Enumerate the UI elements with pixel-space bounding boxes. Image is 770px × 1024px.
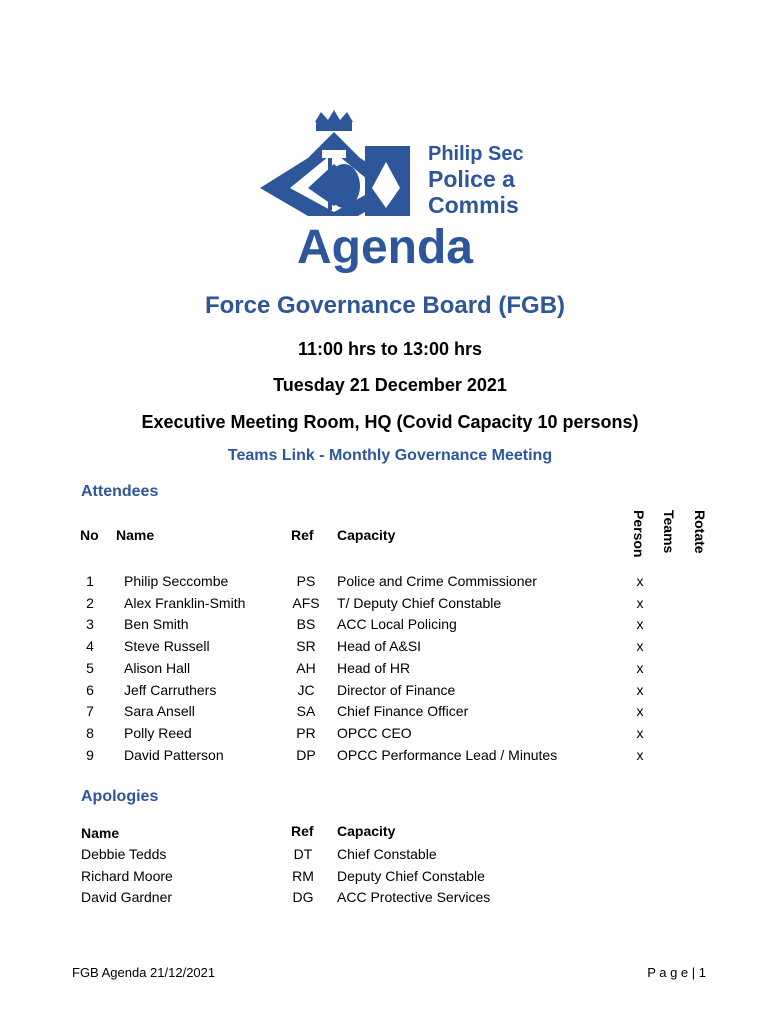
attendee-capacity: OPCC Performance Lead / Minutes (337, 746, 558, 763)
attendee-capacity: ACC Local Policing (337, 616, 457, 633)
teams-link[interactable]: Teams Link - Monthly Governance Meeting (227, 447, 553, 464)
attendee-capacity: T/ Deputy Chief Constable (337, 594, 502, 611)
footer-page-number: P a g e | 1 (647, 965, 706, 980)
attendee-in-person: x (636, 724, 644, 741)
logo-line-3: Commis (428, 192, 519, 218)
apologies-col-capacity: Capacity (337, 823, 396, 839)
attendee-name: Jeff Carruthers (124, 681, 217, 698)
apology-capacity: Chief Constable (337, 846, 437, 862)
attendees-heading: Attendees (81, 483, 159, 500)
apology-name: David Gardner (81, 889, 173, 905)
attendee-capacity: OPCC CEO (337, 724, 412, 741)
footer-doc-ref: FGB Agenda 21/12/2021 (72, 965, 216, 980)
apology-name: Debbie Tedds (81, 846, 167, 862)
attendee-capacity: Director of Finance (337, 681, 456, 698)
col-header-name: Name (116, 527, 155, 543)
attendee-capacity: Head of A&SI (337, 638, 422, 655)
attendee-in-person: x (636, 746, 644, 763)
meeting-date: Tuesday 21 December 2021 (273, 375, 507, 395)
logo-line-2: Police a (428, 166, 515, 192)
apology-ref: DG (292, 889, 314, 905)
attendee-no: 2 (86, 594, 94, 611)
board-name: Force Governance Board (FGB) (204, 292, 566, 319)
attendee-no: 8 (86, 724, 94, 741)
page-title: Agenda (296, 221, 473, 274)
attendee-ref: SA (296, 703, 316, 720)
attendee-name: Philip Seccombe (124, 573, 229, 589)
attendee-no: 7 (86, 703, 94, 720)
attendee-no: 4 (86, 638, 94, 655)
attendee-ref: PS (296, 573, 316, 589)
logo-line-1: Philip Sec (428, 143, 524, 165)
col-header-no: No (80, 527, 99, 543)
col-header-person: Person (631, 510, 647, 558)
logo-text (428, 142, 543, 218)
apology-name: Richard Moore (81, 867, 173, 884)
attendee-name: Ben Smith (124, 616, 189, 633)
apology-capacity: Deputy Chief Constable (337, 867, 485, 884)
meeting-location: Executive Meeting Room, HQ (Covid Capacity 10 persons) (141, 412, 639, 432)
apology-ref: RM (292, 867, 314, 884)
attendee-in-person: x (636, 681, 644, 698)
attendee-name: Alison Hall (124, 659, 191, 676)
attendee-in-person: x (636, 638, 644, 655)
attendee-name: Sara Ansell (124, 703, 195, 720)
apologies-heading: Apologies (81, 788, 159, 805)
attendee-ref: DP (296, 746, 316, 763)
attendee-capacity: Chief Finance Officer (337, 703, 469, 720)
logo (258, 108, 543, 220)
attendee-no: 1 (86, 573, 94, 589)
attendee-name: David Patterson (124, 746, 224, 763)
attendee-name: Polly Reed (124, 724, 192, 741)
apologies-col-name: Name (81, 825, 120, 841)
apology-ref: DT (293, 846, 313, 862)
attendee-in-person: x (636, 616, 644, 633)
attendee-capacity: Head of HR (337, 659, 411, 676)
attendee-ref: SR (296, 638, 316, 655)
attendee-ref: JC (297, 681, 315, 698)
attendee-no: 6 (86, 681, 94, 698)
attendee-capacity: Police and Crime Commissioner (337, 573, 537, 589)
apologies-col-ref: Ref (291, 823, 314, 839)
col-header-teams: Teams (661, 510, 677, 554)
attendee-in-person: x (636, 703, 644, 720)
meeting-time: 11:00 hrs to 13:00 hrs (297, 339, 483, 359)
attendee-in-person: x (636, 573, 644, 589)
col-header-rotate: Rotate (692, 510, 708, 554)
apology-capacity: ACC Protective Services (337, 889, 491, 905)
attendee-no: 9 (86, 746, 94, 763)
attendee-name: Alex Franklin-Smith (124, 594, 246, 611)
col-header-ref: Ref (291, 527, 314, 543)
attendee-in-person: x (636, 594, 644, 611)
attendee-no: 3 (86, 616, 94, 633)
attendee-ref: AH (296, 659, 316, 676)
attendee-name: Steve Russell (124, 638, 210, 655)
crest-icon (258, 108, 428, 220)
attendee-ref: PR (296, 724, 316, 741)
attendee-no: 5 (86, 659, 94, 676)
attendee-ref: BS (296, 616, 316, 633)
attendee-ref: AFS (292, 594, 320, 611)
attendee-in-person: x (636, 659, 644, 676)
col-header-capacity: Capacity (337, 527, 396, 543)
